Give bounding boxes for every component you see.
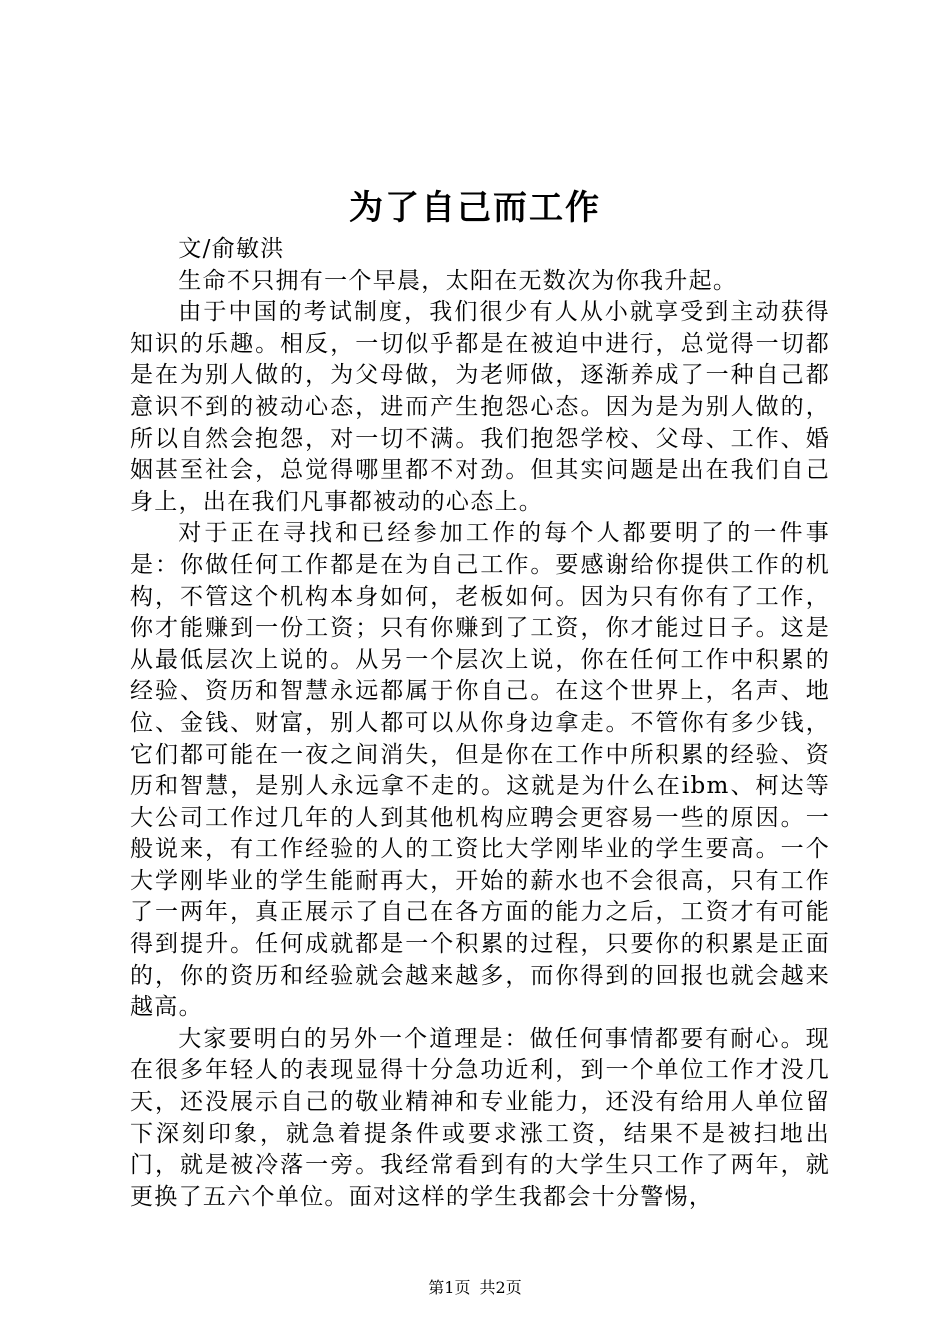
page-footer	[0, 1277, 950, 1299]
page-number: 第1页	[428, 1278, 471, 1297]
body-paragraph: 由于中国的考试制度，我们很少有人从小就享受到主动获得知识的乐趣。相反，一切似乎都是在被迫中进行，总觉得一切都是在为别人做的，为父母做，为老师做，逐渐养成了一种自己都意识不到的被动心态，进而产生抱怨心态。因为是为别人做的，所以自然会抱怨，对一切不满。我们抱怨学校、父母、工作、婚姻甚至社会，总觉得哪里都不对劲。但其实问题是出在我们自己身上，出在我们凡事都被动的心态上。	[130, 299, 830, 515]
document-body	[130, 234, 830, 1213]
body-paragraph: 生命不只拥有一个早晨，太阳在无数次为你我升起。	[178, 267, 738, 294]
body-paragraph: 对于正在寻找和已经参加工作的每个人都要明了的一件事是：你做任何工作都是在为自己工作。要感谢给你提供工作的机构，不管这个机构本身如何，老板如何。因为只有你有了工作，你才能赚到一份工资；只有你赚到了工资，你才能过日子。这是从最低层次上说的。从另一个层次上说，你在任何工作中积累的经验、资历和智慧永远都属于你自己。在这个世界上，名声、地位、金钱、财富，别人都可以从你身边拿走。不管你有多少钱，它们都可能在一夜之间消失，但是你在工作中所积累的经验、资历和智慧，是别人永远拿不走的。这就是为什么在ibm、柯达等大公司工作过几年的人到其他机构应聘会更容易一些的原因。一般说来，有工作经验的人的工资比大学刚毕业的学生要高。一个大学刚毕业的学生能耐再大，开始的薪水也不会很高，只有工作了一两年，真正展示了自己在各方面的能力之后，工资才有可能得到提升。任何成就都是一个积累的过程，只要你的积累是正面的，你的资历和经验就会越来越多，而你得到的回报也就会越来越高。	[130, 520, 830, 1021]
author-line: 文/俞敏洪	[178, 236, 285, 262]
document-title: 为了自己而工作	[349, 188, 601, 228]
page-total: 共2页	[479, 1278, 522, 1297]
body-paragraph: 大家要明白的另外一个道理是：做任何事情都要有耐心。现在很多年轻人的表现显得十分急功近利，到一个单位工作才没几天，还没展示自己的敬业精神和专业能力，还没有给用人单位留下深刻印象，就急着提条件或要求涨工资，结果不是被扫地出门，就是被冷落一旁。我经常看到有的大学生只工作了两年，就更换了五六个单位。面对这样的学生我都会十分警惕，	[130, 1025, 830, 1210]
